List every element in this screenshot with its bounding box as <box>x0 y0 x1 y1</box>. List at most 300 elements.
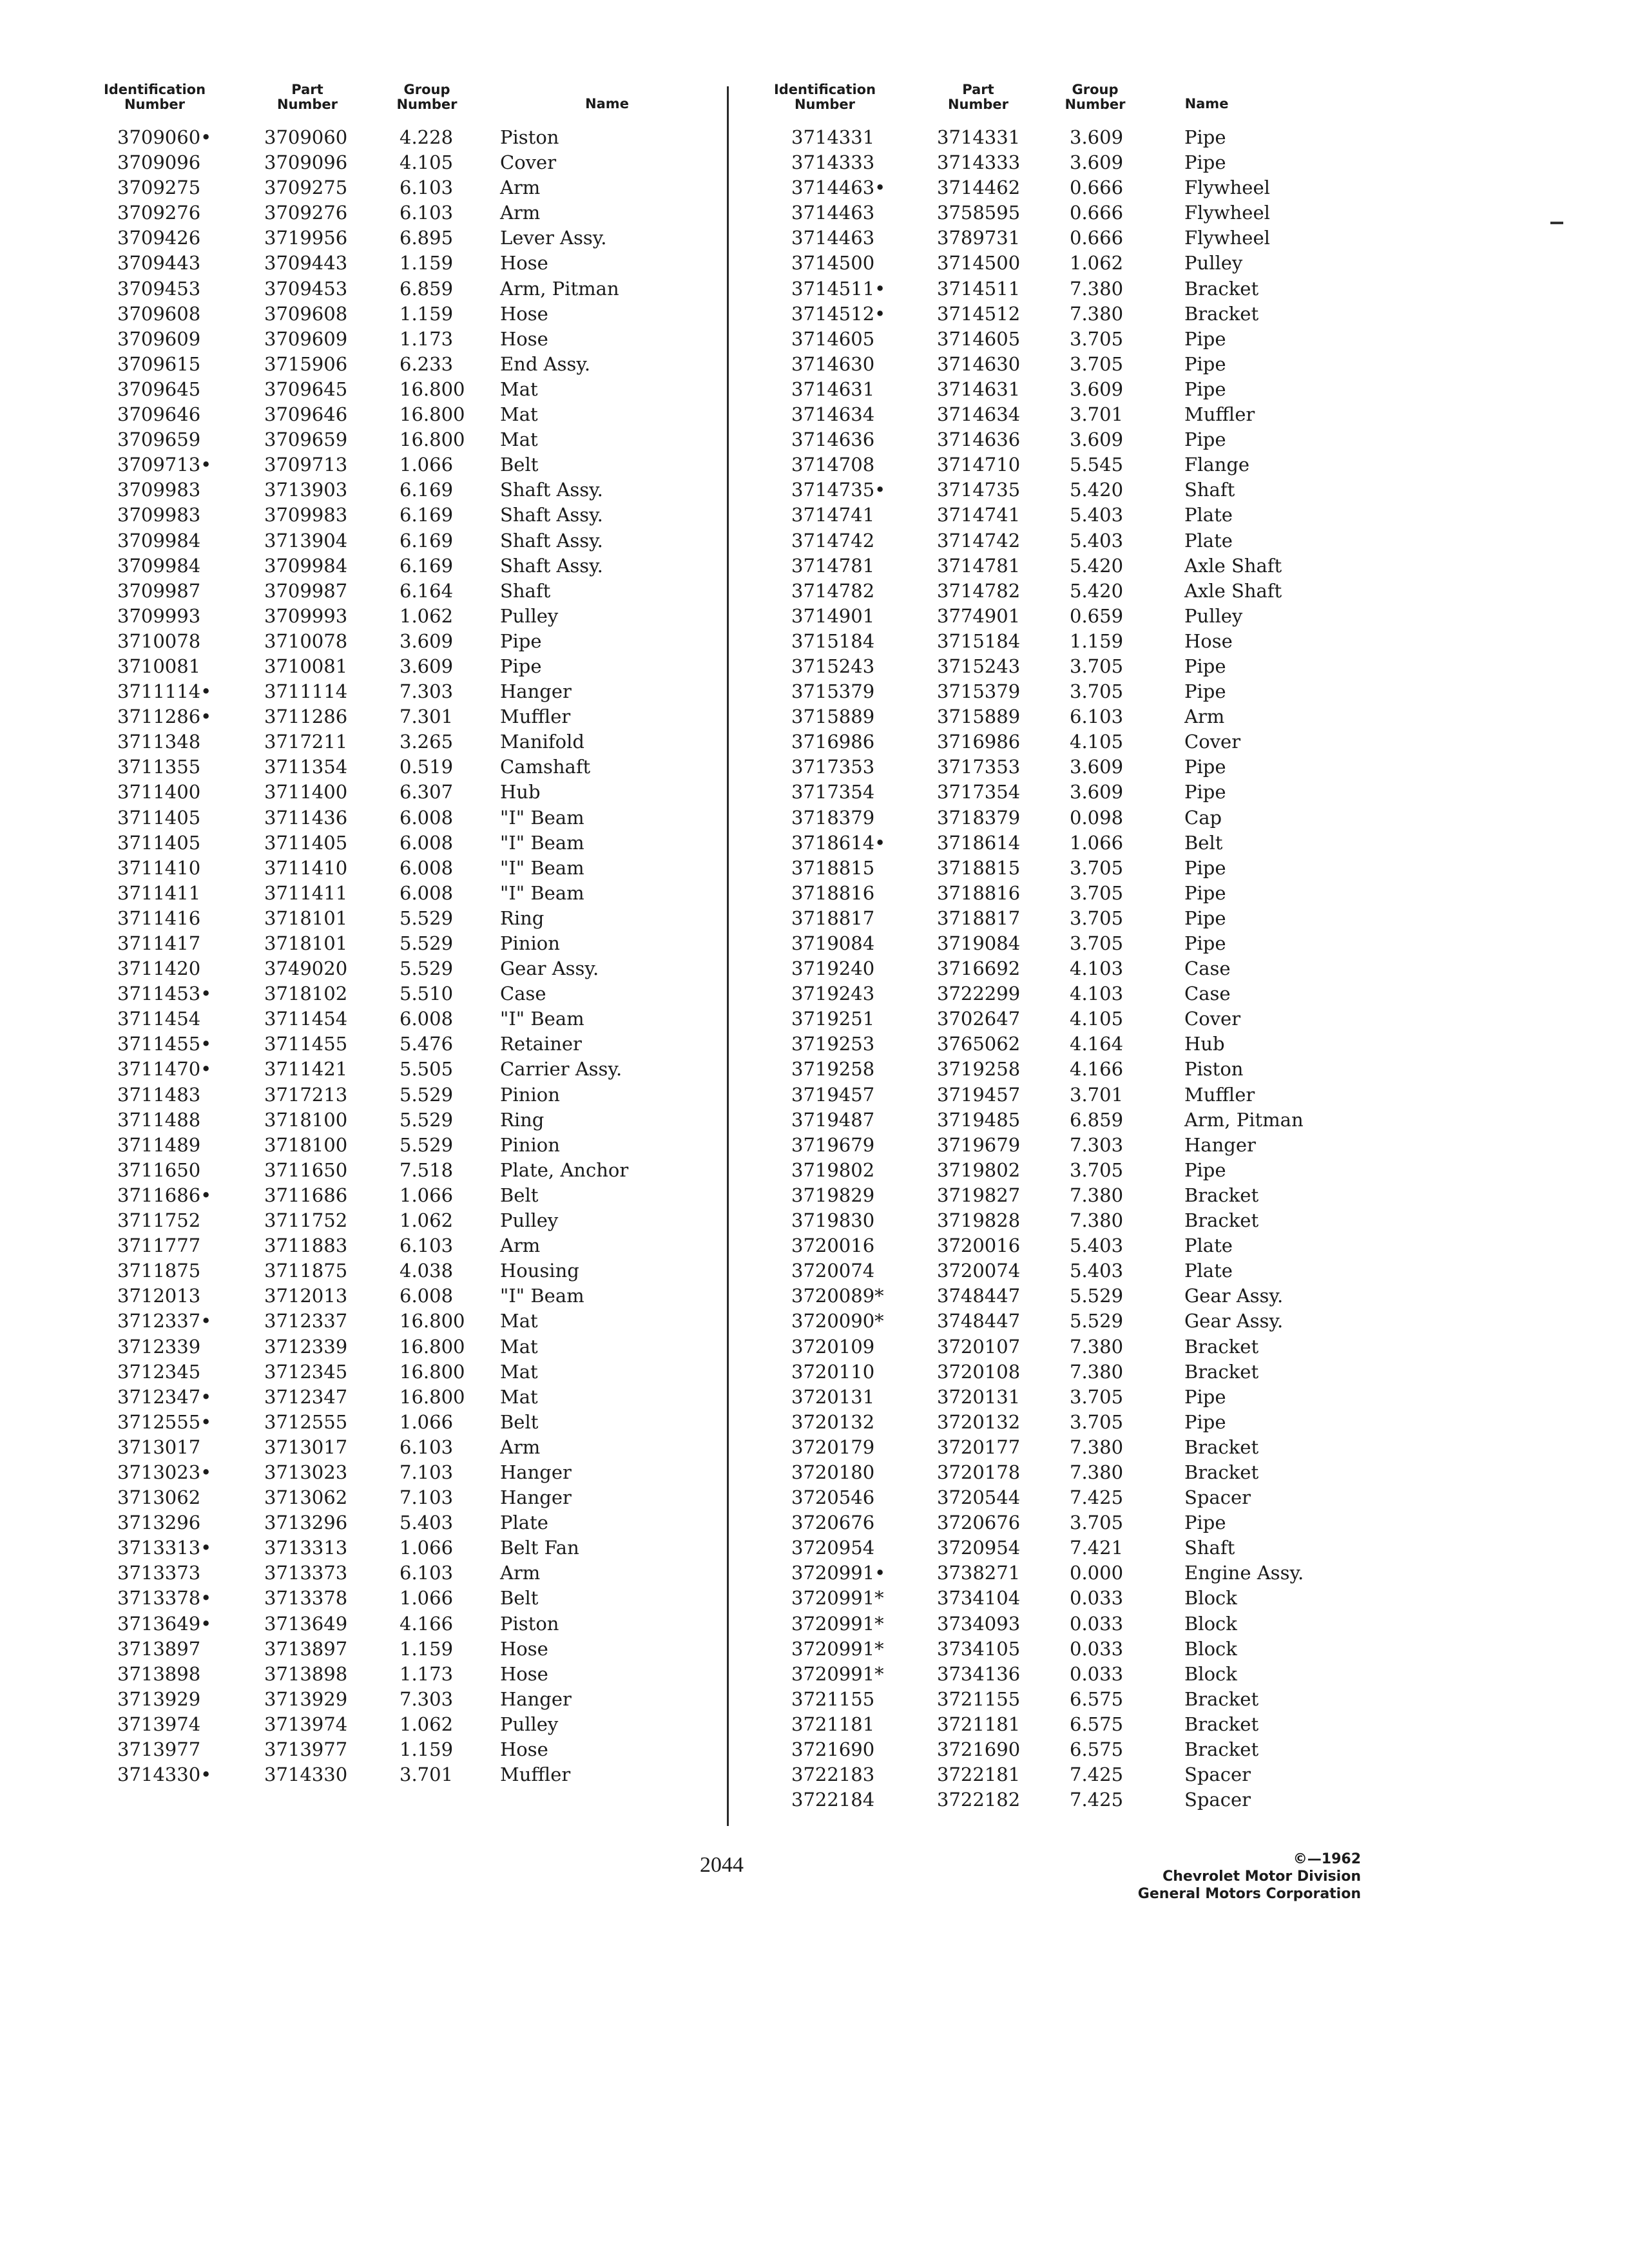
id-number: 3711488 <box>117 1108 201 1131</box>
table-row <box>90 327 696 352</box>
id-number: 3709993 <box>117 604 201 627</box>
part-number: 3748447 <box>937 1285 1021 1307</box>
id-number: 3714901 <box>791 604 875 627</box>
part-number: 3717353 <box>937 756 1021 778</box>
header-group-number: Group Number <box>396 82 458 112</box>
group-number: 6.895 <box>400 227 454 249</box>
id-number: 3709983 <box>117 504 201 526</box>
part-number: 3721690 <box>937 1738 1021 1760</box>
part-name: Shaft <box>1184 1537 1235 1559</box>
group-number: 6.103 <box>400 1562 454 1584</box>
id-number: 3720131 <box>791 1385 875 1408</box>
table-row <box>90 503 696 528</box>
id-number: 3719829 <box>791 1184 875 1206</box>
part-number: 3718614 <box>937 831 1021 854</box>
part-number: 3718817 <box>937 907 1021 929</box>
table-row <box>90 856 696 881</box>
part-name: Pipe <box>1184 881 1226 904</box>
part-name: Hanger <box>500 680 572 703</box>
table-row <box>90 881 696 906</box>
part-number: 3709609 <box>264 327 348 350</box>
part-number: 3711114 <box>264 680 348 703</box>
group-number: 6.008 <box>400 1285 454 1307</box>
part-number: 3720107 <box>937 1335 1021 1358</box>
group-number: 3.705 <box>1070 1385 1124 1408</box>
part-number: 3720676 <box>937 1512 1021 1534</box>
part-name: Muffler <box>500 706 571 728</box>
part-name: Hanger <box>500 1687 572 1710</box>
part-number: 3734104 <box>937 1587 1021 1610</box>
group-number: 0.033 <box>1070 1612 1124 1635</box>
id-number: 3712347• <box>117 1385 212 1408</box>
id-number: 3711454 <box>117 1008 201 1030</box>
part-number: 3709713 <box>264 454 348 476</box>
id-number: 3720016 <box>791 1235 875 1257</box>
group-number: 5.529 <box>400 932 454 954</box>
id-number: 3714636 <box>791 428 875 451</box>
header-group-number: Group Number <box>1065 82 1126 112</box>
id-number: 3714708 <box>791 454 875 476</box>
part-number: 3717213 <box>264 1083 348 1106</box>
id-number: 3719457 <box>791 1083 875 1106</box>
group-number: 5.403 <box>1070 1235 1124 1257</box>
id-number: 3710078 <box>117 629 201 652</box>
id-number: 3714781 <box>791 554 875 577</box>
group-number: 7.303 <box>400 1687 454 1710</box>
table-row <box>90 654 696 679</box>
part-number: 3789731 <box>937 227 1021 249</box>
part-number: 3722181 <box>937 1763 1021 1786</box>
id-number: 3714330• <box>117 1763 212 1786</box>
id-number: 3714463• <box>791 177 886 199</box>
table-row <box>90 276 696 302</box>
part-name: Lever Assy. <box>500 227 607 249</box>
group-number: 7.301 <box>400 706 454 728</box>
table-row <box>90 1360 696 1385</box>
part-name: Carrier Assy. <box>500 1058 622 1081</box>
part-name: Flange <box>1184 454 1250 476</box>
copyright-division: Chevrolet Motor Division <box>1162 1869 1361 1885</box>
table-row <box>760 1637 1315 1662</box>
group-number: 1.066 <box>400 1184 454 1206</box>
part-name: Belt <box>1184 831 1223 854</box>
table-row <box>760 352 1315 377</box>
table-row <box>760 704 1315 729</box>
part-number: 3738271 <box>937 1562 1021 1584</box>
table-row <box>90 956 696 981</box>
id-number: 3709983 <box>117 479 201 501</box>
group-number: 16.800 <box>400 1310 465 1332</box>
part-name: Camshaft <box>500 756 591 778</box>
part-number: 3720177 <box>937 1436 1021 1458</box>
part-number: 3719956 <box>264 227 348 249</box>
id-number: 3709096 <box>117 151 201 174</box>
group-number: 16.800 <box>400 403 465 426</box>
table-row <box>760 754 1315 780</box>
part-name: Flywheel <box>1184 202 1270 224</box>
table-row <box>760 981 1315 1006</box>
part-name: "I" Beam <box>500 1285 584 1307</box>
part-name: "I" Beam <box>500 881 584 904</box>
part-name: Plate <box>1184 529 1233 552</box>
header-part-number: Part Number <box>947 82 1009 112</box>
id-number: 3720180 <box>791 1461 875 1483</box>
table-row <box>760 604 1315 629</box>
group-number: 1.173 <box>400 327 454 350</box>
group-number: 3.705 <box>1070 907 1124 929</box>
part-number: 3715889 <box>937 706 1021 728</box>
part-number: 3714500 <box>937 252 1021 274</box>
part-number: 3720132 <box>937 1410 1021 1433</box>
group-number: 3.609 <box>1070 126 1124 148</box>
left-table-header <box>90 82 696 119</box>
table-row <box>90 906 696 931</box>
part-name: Housing <box>500 1260 579 1282</box>
part-number: 3711686 <box>264 1184 348 1206</box>
group-number: 6.169 <box>400 529 454 552</box>
id-number: 3720991* <box>791 1612 884 1635</box>
column-divider <box>727 86 729 1826</box>
part-name: Pipe <box>1184 907 1226 929</box>
part-number: 3711454 <box>264 1008 348 1030</box>
group-number: 16.800 <box>400 1385 465 1408</box>
part-name: Hanger <box>1184 1133 1256 1156</box>
part-number: 3720131 <box>937 1385 1021 1408</box>
part-name: "I" Beam <box>500 831 584 854</box>
part-name: Hub <box>500 781 541 803</box>
part-name: Arm <box>500 1436 541 1458</box>
id-number: 3722184 <box>791 1789 875 1811</box>
part-number: 3718100 <box>264 1108 348 1131</box>
id-number: 3717354 <box>791 781 875 803</box>
table-row <box>90 1460 696 1485</box>
id-number: 3721155 <box>791 1687 875 1710</box>
group-number: 1.159 <box>400 302 454 325</box>
group-number: 7.518 <box>400 1158 454 1181</box>
part-number: 3722299 <box>937 983 1021 1005</box>
table-row <box>90 125 696 150</box>
part-number: 3716986 <box>937 731 1021 753</box>
part-name: Shaft Assy. <box>500 479 603 501</box>
id-number: 3709713• <box>117 454 212 476</box>
id-number: 3709275 <box>117 177 201 199</box>
table-row <box>760 302 1315 327</box>
group-number: 1.066 <box>1070 831 1124 854</box>
part-name: Bracket <box>1184 1687 1259 1710</box>
part-name: Axle Shaft <box>1184 579 1282 602</box>
id-number: 3711114• <box>117 680 212 703</box>
part-number: 3713373 <box>264 1562 348 1584</box>
part-name: Pulley <box>1184 252 1243 274</box>
id-number: 3713977 <box>117 1738 201 1760</box>
part-number: 3711411 <box>264 881 348 904</box>
id-number: 3709443 <box>117 252 201 274</box>
part-name: Bracket <box>1184 277 1259 300</box>
group-number: 3.609 <box>400 629 454 652</box>
part-number: 3714742 <box>937 529 1021 552</box>
part-name: Shaft <box>500 579 551 602</box>
part-number: 3713974 <box>264 1713 348 1735</box>
part-name: Belt <box>500 1184 539 1206</box>
table-row <box>90 679 696 704</box>
part-name: Piston <box>1184 1058 1244 1081</box>
id-number: 3709659 <box>117 428 201 451</box>
id-number: 3719258 <box>791 1058 875 1081</box>
part-number: 3711650 <box>264 1158 348 1181</box>
table-row <box>760 1762 1315 1787</box>
part-number: 3765062 <box>937 1033 1021 1055</box>
id-number: 3719679 <box>791 1133 875 1156</box>
id-number: 3719830 <box>791 1209 875 1232</box>
table-row <box>90 200 696 226</box>
table-row <box>760 1662 1315 1687</box>
group-number: 1.062 <box>1070 252 1124 274</box>
table-row <box>760 327 1315 352</box>
part-name: Belt <box>500 1587 539 1610</box>
part-name: Pinion <box>500 932 560 954</box>
part-number: 3714634 <box>937 403 1021 426</box>
part-number: 3716692 <box>937 957 1021 980</box>
table-row <box>90 1662 696 1687</box>
id-number: 3722183 <box>791 1763 875 1786</box>
id-number: 3711686• <box>117 1184 212 1206</box>
table-row <box>90 1208 696 1233</box>
part-number: 3711455 <box>264 1033 348 1055</box>
table-row <box>90 1108 696 1133</box>
id-number: 3711417 <box>117 932 201 954</box>
header-name: Name <box>1184 96 1229 111</box>
part-number: 3720178 <box>937 1461 1021 1483</box>
table-row <box>760 226 1315 251</box>
part-number: 3714636 <box>937 428 1021 451</box>
group-number: 5.403 <box>1070 504 1124 526</box>
part-number: 3713062 <box>264 1486 348 1509</box>
group-number: 5.545 <box>1070 454 1124 476</box>
part-number: 3719679 <box>937 1133 1021 1156</box>
table-row <box>90 427 696 452</box>
table-row <box>90 579 696 604</box>
group-number: 7.380 <box>1070 1209 1124 1232</box>
id-number: 3709646 <box>117 403 201 426</box>
id-number: 3711410 <box>117 856 201 879</box>
part-name: Hose <box>1184 629 1233 652</box>
part-name: Arm <box>1184 706 1225 728</box>
table-row <box>90 1535 696 1561</box>
part-name: Pipe <box>500 655 542 677</box>
table-row <box>90 931 696 956</box>
group-number: 5.420 <box>1070 479 1124 501</box>
table-row <box>760 1334 1315 1360</box>
table-row <box>760 1561 1315 1586</box>
id-number: 3711483 <box>117 1083 201 1106</box>
part-number: 3719827 <box>937 1184 1021 1206</box>
part-number: 3718102 <box>264 983 348 1005</box>
table-row <box>90 251 696 276</box>
id-number: 3721181 <box>791 1713 875 1735</box>
group-number: 6.307 <box>400 781 454 803</box>
part-name: Pipe <box>1184 352 1226 375</box>
id-number: 3719253 <box>791 1033 875 1055</box>
id-number: 3713313• <box>117 1537 212 1559</box>
table-row <box>90 150 696 175</box>
table-row <box>760 200 1315 226</box>
part-number: 3734136 <box>937 1662 1021 1685</box>
part-name: Plate, Anchor <box>500 1158 629 1181</box>
part-name: Pulley <box>500 1713 559 1735</box>
part-number: 3720016 <box>937 1235 1021 1257</box>
right-parts-table <box>760 82 1315 1812</box>
table-row <box>760 503 1315 528</box>
part-name: Hose <box>500 1662 548 1685</box>
part-number: 3714631 <box>937 378 1021 400</box>
table-row <box>760 1208 1315 1233</box>
table-row <box>760 1360 1315 1385</box>
part-number: 3711400 <box>264 781 348 803</box>
group-number: 1.159 <box>400 252 454 274</box>
part-number: 3714462 <box>937 177 1021 199</box>
table-row <box>760 1183 1315 1208</box>
part-number: 3713296 <box>264 1512 348 1534</box>
table-row <box>90 780 696 805</box>
group-number: 0.666 <box>1070 227 1124 249</box>
id-number: 3709645 <box>117 378 201 400</box>
part-number: 3711883 <box>264 1235 348 1257</box>
part-name: Bracket <box>1184 1184 1259 1206</box>
id-number: 3711453• <box>117 983 212 1005</box>
part-number: 3713903 <box>264 479 348 501</box>
part-name: Arm, Pitman <box>500 277 619 300</box>
part-number: 3709659 <box>264 428 348 451</box>
group-number: 16.800 <box>400 378 465 400</box>
id-number: 3719251 <box>791 1008 875 1030</box>
id-number: 3709984 <box>117 529 201 552</box>
part-number: 3714630 <box>937 352 1021 375</box>
part-name: Hub <box>1184 1033 1225 1055</box>
id-number: 3714741 <box>791 504 875 526</box>
id-number: 3711752 <box>117 1209 201 1232</box>
group-number: 1.066 <box>400 1537 454 1559</box>
group-number: 6.233 <box>400 352 454 375</box>
group-number: 4.105 <box>1070 1008 1124 1030</box>
group-number: 5.403 <box>1070 1260 1124 1282</box>
table-row <box>760 553 1315 579</box>
part-name: Mat <box>500 1360 538 1383</box>
table-row <box>90 1057 696 1082</box>
id-number: 3712337• <box>117 1310 212 1332</box>
group-number: 0.519 <box>400 756 454 778</box>
group-number: 1.159 <box>400 1738 454 1760</box>
table-row <box>90 1283 696 1309</box>
group-number: 3.609 <box>1070 756 1124 778</box>
part-number: 3715243 <box>937 655 1021 677</box>
group-number: 1.066 <box>400 454 454 476</box>
group-number: 3.609 <box>1070 378 1124 400</box>
part-number: 3713649 <box>264 1612 348 1635</box>
part-number: 3719258 <box>937 1058 1021 1081</box>
group-number: 6.008 <box>400 856 454 879</box>
table-row <box>760 831 1315 856</box>
part-name: "I" Beam <box>500 856 584 879</box>
group-number: 7.103 <box>400 1461 454 1483</box>
table-row <box>90 302 696 327</box>
part-name: Pipe <box>1184 151 1226 174</box>
part-name: Pipe <box>1184 756 1226 778</box>
part-name: "I" Beam <box>500 1008 584 1030</box>
part-name: Arm <box>500 202 541 224</box>
group-number: 5.529 <box>400 1083 454 1106</box>
part-number: 3711354 <box>264 756 348 778</box>
part-name: Bracket <box>1184 1461 1259 1483</box>
part-name: Cap <box>1184 806 1222 829</box>
part-number: 3711421 <box>264 1058 348 1081</box>
copyright-notice <box>1063 1850 1361 1903</box>
group-number: 5.403 <box>1070 529 1124 552</box>
id-number: 3720991* <box>791 1587 884 1610</box>
group-number: 0.033 <box>1070 1662 1124 1685</box>
right-table-header <box>760 82 1315 119</box>
group-number: 5.529 <box>1070 1285 1124 1307</box>
group-number: 1.066 <box>400 1410 454 1433</box>
id-number: 3720546 <box>791 1486 875 1509</box>
part-name: Pinion <box>500 1083 560 1106</box>
part-number: 3709443 <box>264 252 348 274</box>
id-number: 3713929 <box>117 1687 201 1710</box>
table-row <box>90 1737 696 1762</box>
table-row <box>760 477 1315 503</box>
id-number: 3711405 <box>117 831 201 854</box>
part-name: Case <box>500 983 546 1005</box>
id-number: 3718379 <box>791 806 875 829</box>
group-number: 7.380 <box>1070 1184 1124 1206</box>
part-name: Hose <box>500 1637 548 1660</box>
id-number: 3720132 <box>791 1410 875 1433</box>
part-name: Arm <box>500 177 541 199</box>
group-number: 7.380 <box>1070 1335 1124 1358</box>
part-name: Engine Assy. <box>1184 1562 1304 1584</box>
part-number: 3709993 <box>264 604 348 627</box>
id-number: 3711286• <box>117 706 212 728</box>
part-number: 3709646 <box>264 403 348 426</box>
id-number: 3713023• <box>117 1461 212 1483</box>
group-number: 6.103 <box>1070 706 1124 728</box>
group-number: 6.008 <box>400 1008 454 1030</box>
group-number: 5.529 <box>1070 1310 1124 1332</box>
part-name: Manifold <box>500 731 584 753</box>
table-row <box>760 1006 1315 1032</box>
part-number: 3714782 <box>937 579 1021 602</box>
group-number: 6.008 <box>400 881 454 904</box>
id-number: 3711416 <box>117 907 201 929</box>
group-number: 3.705 <box>1070 881 1124 904</box>
id-number: 3711400 <box>117 781 201 803</box>
part-number: 3715379 <box>937 680 1021 703</box>
group-number: 5.403 <box>400 1512 454 1534</box>
table-row <box>90 1158 696 1183</box>
group-number: 7.103 <box>400 1486 454 1509</box>
part-name: "I" Beam <box>500 806 584 829</box>
group-number: 4.103 <box>1070 983 1124 1005</box>
part-number: 3719802 <box>937 1158 1021 1181</box>
id-number: 3713897 <box>117 1637 201 1660</box>
group-number: 5.505 <box>400 1058 454 1081</box>
table-row <box>90 729 696 754</box>
id-number: 3711455• <box>117 1033 212 1055</box>
table-row <box>760 780 1315 805</box>
table-row <box>90 1611 696 1637</box>
part-number: 3714512 <box>937 302 1021 325</box>
part-number: 3720954 <box>937 1537 1021 1559</box>
group-number: 16.800 <box>400 1335 465 1358</box>
